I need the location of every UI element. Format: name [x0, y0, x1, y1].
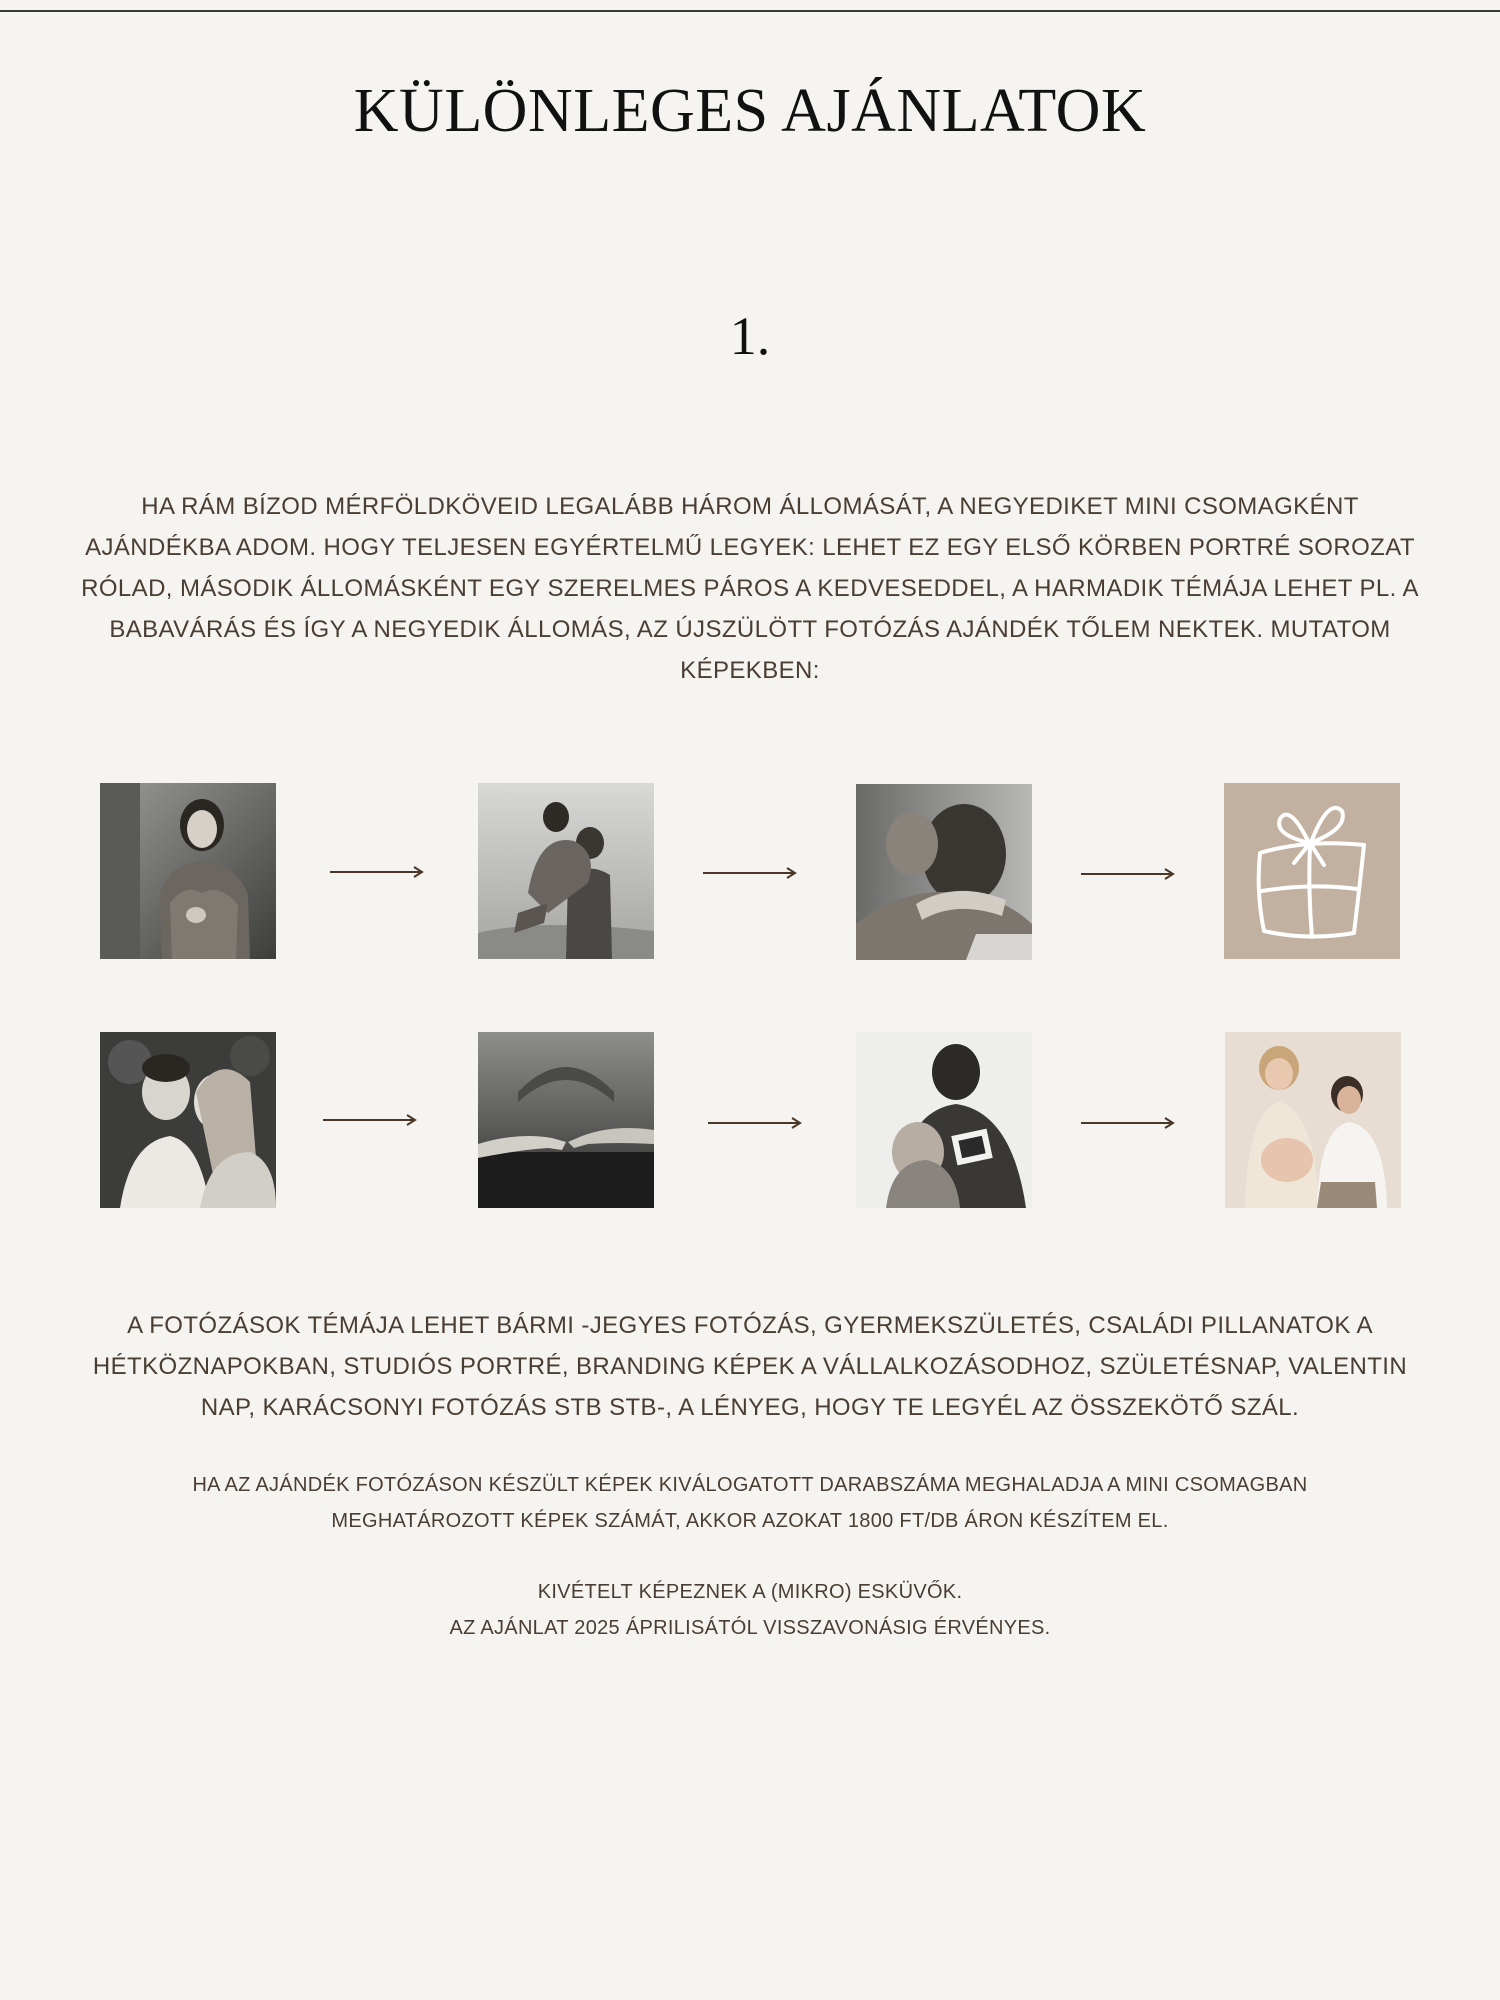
gift-icon: [1224, 783, 1400, 959]
pregnancy-couple-photo: [1225, 1032, 1401, 1208]
embracing-couple-photo: [856, 784, 1032, 960]
offer-intro-text: HA RÁM BÍZOD MÉRFÖLDKÖVEID LEGALÁBB HÁROM ÁLLOMÁSÁT, A NEGYEDIKET MINI CSOMAGKÉNT AJÁNDÉKBA ADOM. HOGY TELJESEN EGYÉRTELMŰ LEGYEK: LEHET EZ EGY ELSŐ KÖRBEN PORTRÉ SOROZAT RÓLAD, MÁSODIK ÁLLOMÁSKÉNT EGY SZERELMES PÁROS A KEDVESEDDEL, A HARMADIK TÉMÁJA LEHET PL. A BABAVÁRÁS ÉS ÍGY A NEGYEDIK ÁLLOMÁS, AZ ÚJSZÜLÖTT FOTÓZÁS AJÁNDÉK TŐLEM NEKTEK. MUTATOM KÉPEKBEN:: [81, 493, 1419, 684]
portrait-photo: [100, 783, 276, 959]
arrow-right-icon: [703, 866, 799, 880]
ultrasound-couple-photo: [856, 1032, 1032, 1208]
validity-note: AZ AJÁNLAT 2025 ÁPRILISÁTÓL VISSZAVONÁSIG ÉRVÉNYES.: [449, 1617, 1051, 1639]
exception-note: KIVÉTELT KÉPEZNEK A (MIKRO) ESKÜVŐK.: [537, 1581, 963, 1603]
arrow-right-icon: [1081, 867, 1177, 881]
arrow-right-icon: [330, 865, 426, 879]
top-divider: [0, 10, 1500, 12]
offer-number: 1.: [729, 306, 771, 366]
arrow-right-icon: [1081, 1116, 1177, 1130]
extra-photos-note: HA AZ AJÁNDÉK FOTÓZÁSON KÉSZÜLT KÉPEK KIVÁLOGATOTT DARABSZÁMA MEGHALADJA A MINI CSOMAGBAN MEGHATÁROZOTT KÉPEK SZÁMÁT, AKKOR AZOKAT 1800 FT/DB ÁRON KÉSZÍTEM EL.: [192, 1474, 1308, 1532]
photo-topics-text: A FOTÓZÁSOK TÉMÁJA LEHET BÁRMI -JEGYES FOTÓZÁS, GYERMEKSZÜLETÉS, CSALÁDI PILLANATOK A HÉTKÖZNAPOKBAN, STUDIÓS PORTRÉ, BRANDING KÉPEK A VÁLLALKOZÁSODHOZ, SZÜLETÉSNAP, VALENTIN NAP, KARÁCSONYI FOTÓZÁS STB STB-, A LÉNYEG, HOGY TE LEGYÉL AZ ÖSSZEKÖTŐ SZÁL.: [92, 1312, 1408, 1421]
arrow-right-icon: [323, 1113, 419, 1127]
kissing-couple-photo: [100, 1032, 276, 1208]
arrow-right-icon: [708, 1116, 804, 1130]
piggyback-couple-photo: [478, 783, 654, 959]
page-title: KÜLÖNLEGES AJÁNLATOK: [353, 77, 1147, 145]
reaching-hands-photo: [478, 1032, 654, 1208]
